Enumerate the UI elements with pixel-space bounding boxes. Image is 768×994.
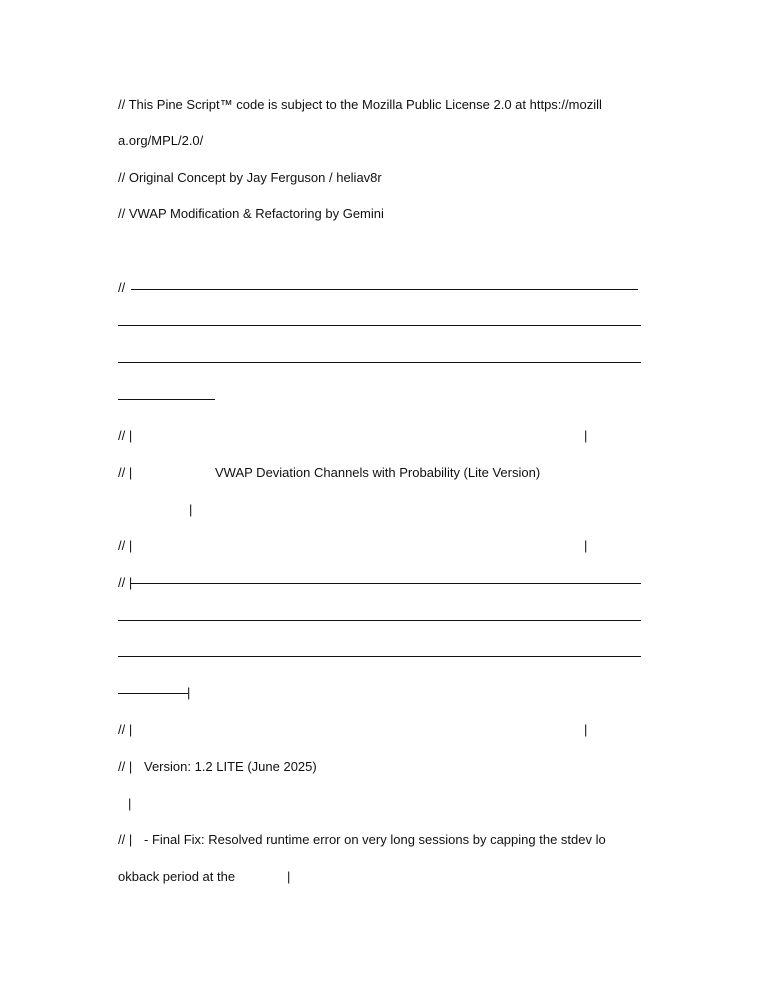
concept-line: // Original Concept by Jay Ferguson / heliav8r (118, 170, 382, 185)
license-line-1: // This Pine Script™ code is subject to the Mozilla Public License 2.0 at https://mozill (118, 97, 602, 112)
frame-prefix-3: // | (118, 538, 133, 553)
fix-line-1: - Final Fix: Resolved runtime error on very long sessions by capping the stdev lo (144, 832, 606, 847)
frame-prefix-6: // | (118, 832, 133, 847)
border-rule-2 (118, 325, 641, 326)
divider-prefix: // | (118, 575, 133, 590)
frame-prefix-2: // | (118, 465, 133, 480)
frame-pipe-6: | (287, 869, 291, 884)
border-rule-3 (118, 362, 641, 363)
frame-pipe-5: | (128, 796, 132, 811)
frame-prefix-4: // | (118, 722, 133, 737)
frame-pipe-3: | (584, 538, 588, 553)
frame-pipe-4: | (584, 722, 588, 737)
border-rule-4 (118, 399, 215, 400)
script-title: VWAP Deviation Channels with Probability (Lite Version) (215, 465, 541, 480)
divider-rule-3 (118, 656, 641, 657)
frame-pipe-2: | (189, 502, 193, 517)
divider-rule-2 (118, 620, 641, 621)
frame-prefix-1: // | (118, 428, 133, 443)
version-line: Version: 1.2 LITE (June 2025) (144, 759, 317, 774)
divider-rule-4 (118, 693, 188, 694)
license-line-2: a.org/MPL/2.0/ (118, 133, 204, 148)
border-rule-1 (131, 289, 638, 290)
frame-pipe-1: | (584, 428, 588, 443)
modification-line: // VWAP Modification & Refactoring by Gemini (118, 206, 384, 221)
divider-pipe: | (187, 685, 191, 700)
border-comment-prefix: // (118, 280, 126, 295)
frame-prefix-5: // | (118, 759, 133, 774)
divider-rule-1 (131, 583, 641, 584)
fix-line-2: okback period at the (118, 869, 236, 884)
